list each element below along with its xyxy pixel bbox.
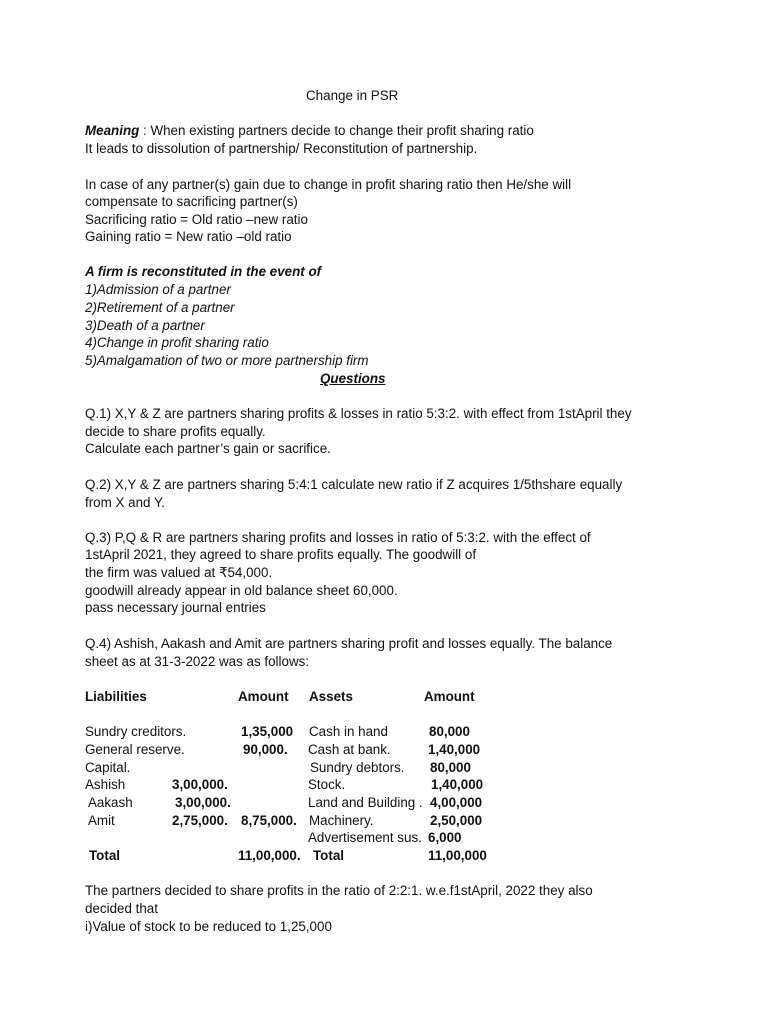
asset-amount: 6,000 (428, 830, 462, 845)
liability-label: Ashish (85, 777, 126, 792)
asset-label: Stock. (308, 777, 346, 792)
total-amount-2: 11,00,000 (428, 848, 487, 863)
q3-line-2: 1stApril 2021, they agreed to share profits equally. The goodwill of (85, 547, 477, 562)
asset-amount: 2,50,000 (430, 813, 483, 828)
q1-line-2: decide to share profits equally. (85, 424, 266, 439)
asset-amount: 1,40,000 (431, 777, 484, 792)
asset-label: Land and Building . (308, 795, 423, 810)
sacrificing-ratio: Sacrificing ratio = Old ratio –new ratio (85, 212, 308, 227)
list-item: 2)Retirement of a partner (85, 300, 235, 315)
header-amount: Amount (238, 689, 289, 704)
asset-amount: 1,40,000 (428, 742, 481, 757)
gain-line-2: compensate to sacrificing partner(s) (85, 194, 298, 209)
q4-line-1: Q.4) Ashish, Aakash and Amit are partners sharing profit and losses equally. The balance (85, 636, 613, 651)
questions-heading: Questions (320, 371, 386, 386)
list-item: 4)Change in profit sharing ratio (85, 335, 269, 350)
capital-amount: 2,75,000. (172, 813, 228, 828)
liability-label: Amit (85, 813, 115, 828)
q3-line-5: pass necessary journal entries (85, 600, 266, 615)
after-line-3: i)Value of stock to be reduced to 1,25,000 (85, 919, 332, 934)
q2-line-1: Q.2) X,Y & Z are partners sharing 5:4:1 calculate new ratio if Z acquires 1/5thshare equally (85, 477, 623, 492)
page-title: Change in PSR (306, 88, 399, 103)
liability-label: Sundry creditors. (85, 724, 187, 739)
meaning-line-2: It leads to dissolution of partnership/ Reconstitution of partnership. (85, 141, 478, 156)
list-item: 1)Admission of a partner (85, 282, 231, 297)
meaning-label: Meaning (85, 123, 140, 138)
after-line-2: decided that (85, 901, 158, 916)
liability-amount: 90,000. (243, 742, 288, 757)
header-amount-2: Amount (424, 689, 475, 704)
asset-label: Cash in hand (309, 724, 388, 739)
capital-amount: 3,00,000. (172, 777, 228, 792)
gaining-ratio: Gaining ratio = New ratio –old ratio (85, 229, 292, 244)
gain-line-1: In case of any partner(s) gain due to change in profit sharing ratio then He/she will (85, 177, 572, 192)
q3-line-1: Q.3) P,Q & R are partners sharing profits and losses in ratio of 5:3:2. with the effect of (85, 530, 591, 545)
asset-label: Advertisement sus. (308, 830, 422, 845)
list-item: 3)Death of a partner (85, 318, 205, 333)
asset-label: Machinery. (309, 813, 374, 828)
list-item: 5)Amalgamation of two or more partnership firm (85, 353, 369, 368)
header-assets: Assets (309, 689, 353, 704)
q3-line-3: the firm was valued at ₹54,000. (85, 565, 273, 580)
asset-label: Cash at bank. (308, 742, 391, 757)
total-amount: 11,00,000. (238, 848, 301, 863)
total-label: Total (89, 848, 120, 863)
meaning-text: : When existing partners decide to change their profit sharing ratio (139, 123, 534, 138)
q1-line-1: Q.1) X,Y & Z are partners sharing profits & losses in ratio 5:3:2. with effect from 1stApril they (85, 406, 632, 421)
reconstituted-heading: A firm is reconstituted in the event of (85, 264, 322, 279)
liability-label: Aakash (85, 795, 133, 810)
header-liabilities: Liabilities (85, 689, 147, 704)
asset-amount: 80,000 (430, 760, 471, 775)
liability-amount: 1,35,000 (241, 724, 294, 739)
after-line-1: The partners decided to share profits in the ratio of 2:2:1. w.e.f1stApril, 2022 they also (85, 883, 593, 898)
liability-amount: 8,75,000. (241, 813, 297, 828)
capital-amount: 3,00,000. (175, 795, 231, 810)
q1-line-3: Calculate each partner’s gain or sacrifice. (85, 441, 331, 456)
q4-line-2: sheet as at 31-3-2022 was as follows: (85, 654, 310, 669)
liability-label: General reserve. (85, 742, 185, 757)
q3-line-4: goodwill already appear in old balance sheet 60,000. (85, 583, 398, 598)
q2-line-2: from X and Y. (85, 495, 165, 510)
asset-amount: 4,00,000 (430, 795, 483, 810)
asset-label: Sundry debtors. (310, 760, 405, 775)
meaning-line (85, 123, 534, 139)
asset-amount: 80,000 (429, 724, 470, 739)
liability-label: Capital. (85, 760, 131, 775)
total-label-2: Total (313, 848, 344, 863)
